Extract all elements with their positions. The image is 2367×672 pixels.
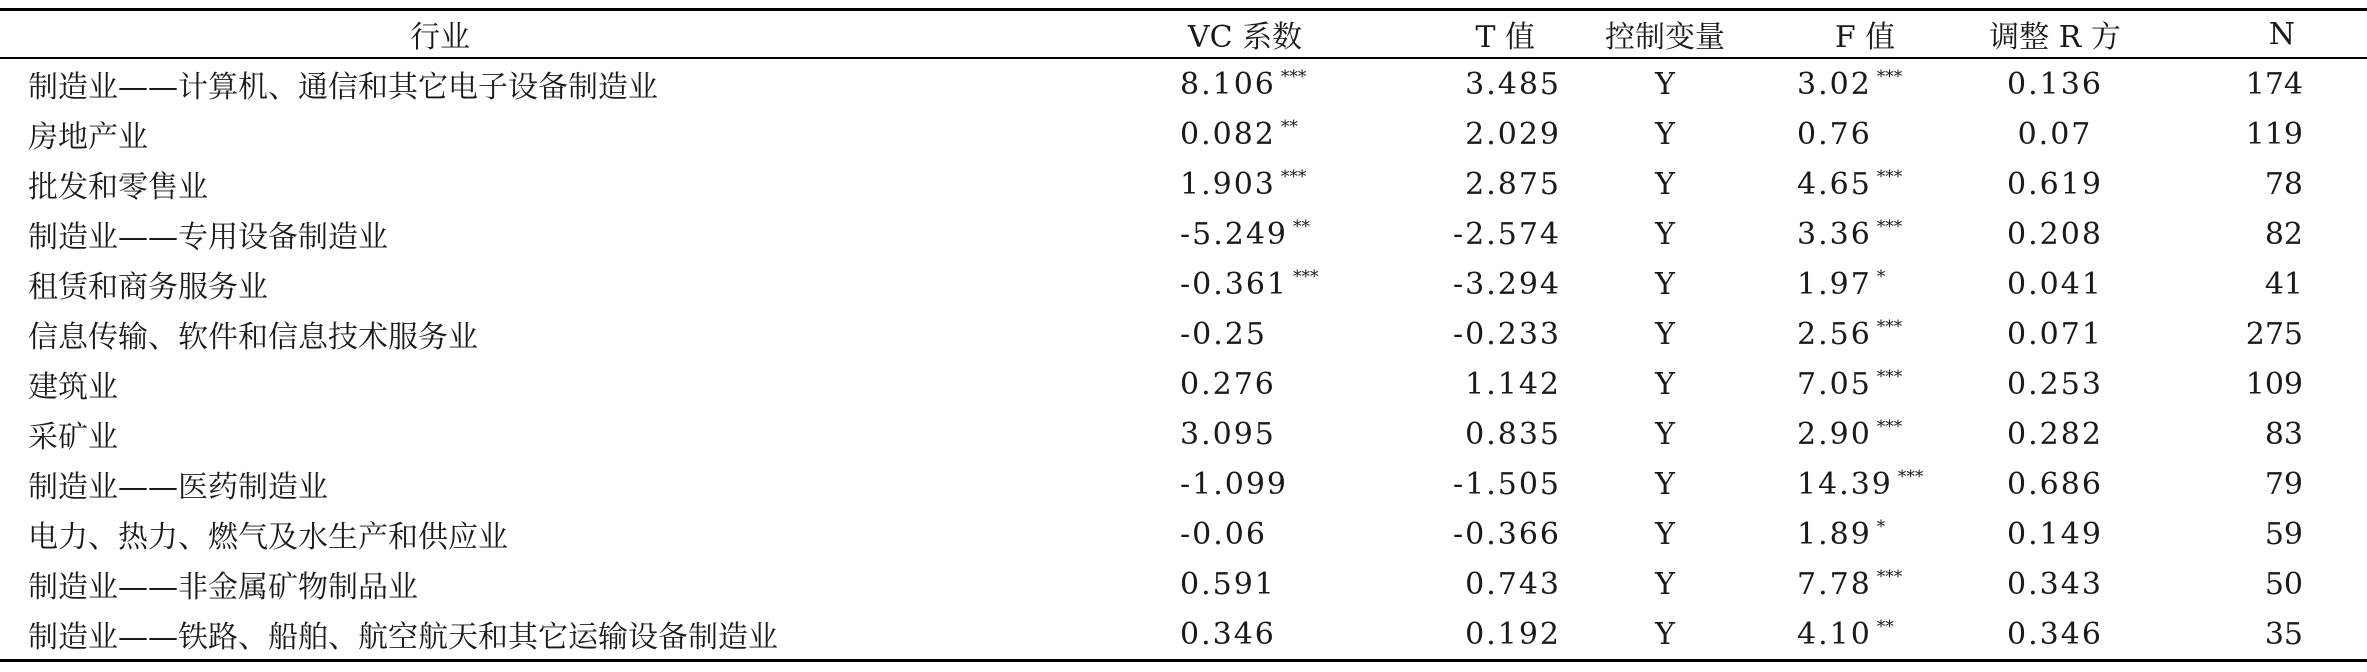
cell-vc-coefficient xyxy=(1140,559,1350,609)
adjusted-r-squared-value: 0.686 xyxy=(2007,466,2103,502)
cell-n: 35 xyxy=(2145,609,2367,661)
cell-t-value xyxy=(1350,58,1565,109)
f-value: 1.97 xyxy=(1797,266,1872,302)
f-significance: * xyxy=(1876,516,1886,537)
header-n: N xyxy=(2145,10,2367,59)
f-significance: * xyxy=(1876,266,1886,287)
header-f-value: F 值 xyxy=(1765,10,1965,59)
cell-f-value xyxy=(1765,509,1965,559)
cell-f-value xyxy=(1765,209,1965,259)
f-significance: *** xyxy=(1876,166,1903,187)
cell-adjusted-r-squared xyxy=(1965,609,2145,661)
t-value: -2.574 xyxy=(1452,216,1561,252)
vc-value: 8.106 xyxy=(1180,66,1276,102)
table-row xyxy=(0,559,2367,609)
t-value: 0.192 xyxy=(1465,616,1561,652)
cell-n: 174 xyxy=(2245,66,2303,102)
f-value: 1.89 xyxy=(1797,516,1872,552)
cell-f-value xyxy=(1765,609,1965,661)
cell-vc-coefficient xyxy=(1140,409,1350,459)
cell-f-value xyxy=(1765,259,1965,309)
adjusted-r-squared-value: 0.041 xyxy=(2007,266,2103,302)
cell-control-variables: Y xyxy=(1655,166,1675,202)
cell-t-value xyxy=(1350,609,1565,661)
cell-vc-coefficient xyxy=(1140,359,1350,409)
cell-control-variables: Y xyxy=(1655,316,1675,352)
cell-industry: 制造业——医药制造业 xyxy=(28,470,328,505)
f-significance: *** xyxy=(1897,466,1924,487)
cell-control-variables: Y xyxy=(1655,216,1675,252)
cell-control-variables: Y xyxy=(1565,609,1765,661)
cell-n: 275 xyxy=(2245,316,2303,352)
vc-value: -1.099 xyxy=(1180,466,1289,502)
cell-t-value xyxy=(1350,109,1565,159)
cell-t-value xyxy=(1350,359,1565,409)
adjusted-r-squared-value: 0.07 xyxy=(2017,116,2093,152)
cell-control-variables: Y xyxy=(1655,366,1675,402)
t-value: -0.366 xyxy=(1452,516,1561,552)
cell-t-value xyxy=(1350,159,1565,209)
cell-control-variables: Y xyxy=(1655,566,1675,602)
table-row xyxy=(0,459,2367,509)
cell-industry: 制造业——专用设备制造业 xyxy=(28,220,388,255)
cell-adjusted-r-squared xyxy=(1965,159,2145,209)
f-significance: ** xyxy=(1876,616,1894,637)
f-significance: *** xyxy=(1876,566,1903,587)
vc-value: 0.276 xyxy=(1180,366,1276,402)
table-row xyxy=(0,309,2367,359)
cell-control-variables: Y xyxy=(1655,116,1675,152)
header-industry: 行业 xyxy=(0,10,1140,59)
cell-f-value xyxy=(1765,109,1965,159)
f-significance: *** xyxy=(1876,316,1903,337)
cell-industry: 制造业——非金属矿物制品业 xyxy=(28,570,418,605)
cell-industry: 制造业——铁路、船舶、航空航天和其它运输设备制造业 xyxy=(0,609,1140,661)
cell-n: 83 xyxy=(2264,416,2303,452)
vc-value: 0.082 xyxy=(1180,116,1276,152)
cell-t-value xyxy=(1350,209,1565,259)
cell-vc-coefficient xyxy=(1140,459,1350,509)
cell-control-variables: Y xyxy=(1655,66,1675,102)
t-value: 0.743 xyxy=(1465,566,1561,602)
cell-adjusted-r-squared xyxy=(1965,309,2145,359)
cell-industry: 房地产业 xyxy=(28,120,148,155)
adjusted-r-squared-value: 0.071 xyxy=(2007,316,2103,352)
cell-control-variables: Y xyxy=(1655,416,1675,452)
table-header xyxy=(0,10,2367,59)
adjusted-r-squared-value: 0.149 xyxy=(2007,516,2103,552)
regression-table xyxy=(0,8,2367,662)
cell-f-value xyxy=(1765,309,1965,359)
f-significance: *** xyxy=(1876,416,1903,437)
cell-vc-coefficient xyxy=(1140,109,1350,159)
f-value: 3.02 xyxy=(1797,66,1872,102)
vc-significance: *** xyxy=(1280,166,1307,187)
table-row xyxy=(0,609,2367,661)
cell-adjusted-r-squared xyxy=(1965,58,2145,109)
table-row xyxy=(0,58,2367,109)
f-value: 2.56 xyxy=(1797,316,1872,352)
cell-f-value xyxy=(1765,559,1965,609)
cell-vc-coefficient xyxy=(1140,58,1350,109)
cell-control-variables: Y xyxy=(1655,266,1675,302)
cell-f-value xyxy=(1765,359,1965,409)
cell-t-value xyxy=(1350,259,1565,309)
cell-adjusted-r-squared xyxy=(1965,559,2145,609)
cell-industry: 批发和零售业 xyxy=(28,170,208,205)
cell-vc-coefficient xyxy=(1140,159,1350,209)
header-control-variables: 控制变量 xyxy=(1565,10,1765,59)
t-value: 3.485 xyxy=(1465,66,1561,102)
cell-n: 82 xyxy=(2264,216,2303,252)
cell-n: 41 xyxy=(2264,266,2303,302)
cell-t-value xyxy=(1350,509,1565,559)
f-value: 4.65 xyxy=(1797,166,1872,202)
cell-vc-coefficient xyxy=(1140,609,1350,661)
cell-industry: 采矿业 xyxy=(28,420,118,455)
cell-industry: 建筑业 xyxy=(28,370,118,405)
header-adjusted-r-squared: 调整 R 方 xyxy=(1965,10,2145,59)
f-value: 2.90 xyxy=(1797,416,1872,452)
t-value: -0.233 xyxy=(1452,316,1561,352)
cell-n: 119 xyxy=(2245,116,2303,152)
table-row xyxy=(0,259,2367,309)
adjusted-r-squared-value: 0.346 xyxy=(2007,616,2103,652)
vc-value: -5.249 xyxy=(1180,216,1289,252)
adjusted-r-squared-value: 0.619 xyxy=(2007,166,2103,202)
adjusted-r-squared-value: 0.343 xyxy=(2007,566,2103,602)
adjusted-r-squared-value: 0.253 xyxy=(2007,366,2103,402)
f-significance: *** xyxy=(1876,216,1903,237)
cell-adjusted-r-squared xyxy=(1965,509,2145,559)
f-value: 4.10 xyxy=(1797,616,1872,652)
t-value: -1.505 xyxy=(1452,466,1561,502)
cell-adjusted-r-squared xyxy=(1965,409,2145,459)
table-row xyxy=(0,109,2367,159)
vc-significance: ** xyxy=(1293,216,1311,237)
cell-t-value xyxy=(1350,409,1565,459)
adjusted-r-squared-value: 0.282 xyxy=(2007,416,2103,452)
table-row xyxy=(0,409,2367,459)
cell-industry: 信息传输、软件和信息技术服务业 xyxy=(28,320,478,355)
regression-table-container xyxy=(0,8,2303,662)
cell-vc-coefficient xyxy=(1140,259,1350,309)
cell-n: 79 xyxy=(2264,466,2303,502)
vc-value: -0.06 xyxy=(1180,516,1267,552)
table-body xyxy=(0,58,2367,661)
header-vc-coefficient: VC 系数 xyxy=(1140,10,1350,59)
cell-f-value xyxy=(1765,159,1965,209)
f-value: 7.05 xyxy=(1797,366,1872,402)
cell-n: 59 xyxy=(2264,516,2303,552)
table-row xyxy=(0,359,2367,409)
vc-value: 0.346 xyxy=(1180,616,1276,652)
vc-value: -0.361 xyxy=(1180,266,1289,302)
cell-adjusted-r-squared xyxy=(1965,109,2145,159)
cell-t-value xyxy=(1350,459,1565,509)
cell-adjusted-r-squared xyxy=(1965,209,2145,259)
cell-control-variables: Y xyxy=(1655,516,1675,552)
table-row xyxy=(0,159,2367,209)
vc-value: 3.095 xyxy=(1180,416,1276,452)
cell-f-value xyxy=(1765,459,1965,509)
f-significance: *** xyxy=(1876,66,1903,87)
vc-value: 0.591 xyxy=(1180,566,1276,602)
table-row xyxy=(0,209,2367,259)
t-value: 2.029 xyxy=(1465,116,1561,152)
vc-significance: ** xyxy=(1280,116,1298,137)
cell-t-value xyxy=(1350,559,1565,609)
header-row xyxy=(0,10,2367,59)
header-t-value: T 值 xyxy=(1350,10,1565,59)
t-value: 0.835 xyxy=(1465,416,1561,452)
cell-f-value xyxy=(1765,409,1965,459)
vc-value: -0.25 xyxy=(1180,316,1267,352)
table-row xyxy=(0,509,2367,559)
t-value: -3.294 xyxy=(1452,266,1561,302)
cell-n: 78 xyxy=(2264,166,2303,202)
cell-adjusted-r-squared xyxy=(1965,459,2145,509)
cell-adjusted-r-squared xyxy=(1965,259,2145,309)
cell-vc-coefficient xyxy=(1140,309,1350,359)
f-value: 0.76 xyxy=(1797,116,1872,152)
t-value: 1.142 xyxy=(1465,366,1561,402)
f-value: 7.78 xyxy=(1797,566,1872,602)
f-value: 14.39 xyxy=(1797,466,1893,502)
adjusted-r-squared-value: 0.136 xyxy=(2007,66,2103,102)
cell-industry: 制造业——计算机、通信和其它电子设备制造业 xyxy=(28,70,658,105)
vc-value: 1.903 xyxy=(1180,166,1276,202)
cell-n: 50 xyxy=(2264,566,2303,602)
cell-f-value xyxy=(1765,58,1965,109)
cell-industry: 租赁和商务服务业 xyxy=(28,270,268,305)
vc-significance: *** xyxy=(1280,66,1307,87)
cell-adjusted-r-squared xyxy=(1965,359,2145,409)
f-value: 3.36 xyxy=(1797,216,1872,252)
cell-control-variables: Y xyxy=(1655,466,1675,502)
t-value: 2.875 xyxy=(1465,166,1561,202)
cell-t-value xyxy=(1350,309,1565,359)
cell-industry: 电力、热力、燃气及水生产和供应业 xyxy=(28,520,508,555)
cell-vc-coefficient xyxy=(1140,509,1350,559)
cell-n: 109 xyxy=(2245,366,2303,402)
vc-significance: *** xyxy=(1293,266,1319,287)
f-significance: *** xyxy=(1876,366,1903,387)
adjusted-r-squared-value: 0.208 xyxy=(2007,216,2103,252)
cell-vc-coefficient xyxy=(1140,209,1350,259)
